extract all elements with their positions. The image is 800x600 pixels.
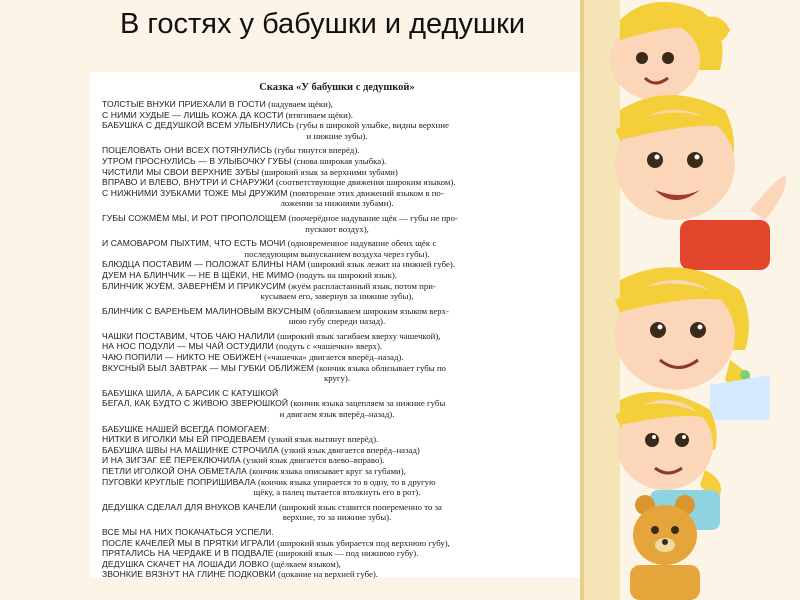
exercise-note: кусываем его, завернув за нижние зубы), bbox=[260, 291, 414, 302]
exercise-note: кругу). bbox=[323, 373, 351, 384]
verse-text: С НИМИ ХУДЫЕ — ЛИШЬ КОЖА ДА КОСТИ bbox=[102, 109, 284, 120]
verse-text: ЗВОНКИЕ ВЯЗНУТ НА ГЛИНЕ ПОДКОВКИ bbox=[102, 569, 276, 580]
exercise-note: (узкий язык двигается вперёд–назад) bbox=[278, 444, 420, 455]
exercise-note: (кончик языка облизывает губы по bbox=[314, 362, 446, 373]
document-line bbox=[102, 238, 572, 249]
document-line bbox=[102, 487, 572, 498]
exercise-note: (цокание на верхней губе). bbox=[275, 569, 379, 580]
verse-text: БЛИНЧИК С ВАРЕНЬЕМ МАЛИНОВЫМ ВКУСНЫМ bbox=[102, 305, 312, 316]
exercise-note: (втягиваем щёки). bbox=[283, 109, 353, 120]
kid-top bbox=[610, 2, 730, 100]
verse-text: БАБУШКА ШИЛА, А БАРСИК С КАТУШКОЙ bbox=[102, 387, 279, 398]
document-line bbox=[102, 352, 572, 363]
document-line bbox=[102, 120, 572, 131]
verse-text: ДЕДУШКА СКАЧЕТ НА ЛОШАДИ ЛОВКО bbox=[102, 558, 269, 569]
document-line bbox=[102, 569, 572, 580]
document-line bbox=[102, 213, 572, 224]
document-line bbox=[102, 466, 572, 477]
exercise-note: (одновременное надувание обеих щёк с bbox=[285, 238, 437, 249]
document-line bbox=[102, 331, 572, 342]
document-line bbox=[102, 388, 572, 399]
document-line bbox=[102, 306, 572, 317]
exercise-note: нюю губу спереди назад). bbox=[288, 316, 386, 327]
kid-second bbox=[615, 95, 786, 270]
document-line bbox=[102, 198, 572, 209]
slide-title: В гостях у бабушки и дедушки bbox=[120, 8, 526, 40]
document-line bbox=[102, 281, 572, 292]
exercise-note: последующим выпусканием воздуха через губы). bbox=[244, 248, 430, 259]
exercise-note: (надуваем щёки), bbox=[265, 99, 333, 109]
document-line bbox=[102, 512, 572, 523]
exercise-note: (широкий язык загибаем кверху чашечкой), bbox=[274, 330, 441, 341]
exercise-note: (снова широкая улыбка). bbox=[291, 155, 387, 166]
verse-text: С НИЖНИМИ ЗУБКАМИ ТОЖЕ МЫ ДРУЖИМ bbox=[102, 187, 288, 198]
verse-text: ВПРАВО И ВЛЕВО, ВНУТРИ И СНАРУЖИ bbox=[102, 177, 274, 188]
document-line bbox=[102, 99, 572, 110]
exercise-note: (подуть на широкий язык). bbox=[294, 269, 397, 280]
document-line bbox=[102, 455, 572, 466]
document-line bbox=[102, 249, 572, 260]
document-line bbox=[102, 270, 572, 281]
verse-text: БЛИНЧИК ЖУЁМ, ЗАВЕРНЁМ И ПРИКУСИМ bbox=[102, 280, 286, 291]
verse-text: И НА ЗИГЗАГ ЕЁ ПЕРЕКЛЮЧИЛА bbox=[102, 455, 241, 466]
verse-text: ДУЕМ НА БЛИНЧИК — НЕ В ЩЁКИ, НЕ МИМО bbox=[102, 269, 295, 280]
document-body bbox=[102, 78, 572, 580]
exercise-note: и двигаем язык вперёд–назад). bbox=[279, 409, 395, 420]
verse-text: ТОЛСТЫЕ ВНУКИ ПРИЕХАЛИ В ГОСТИ bbox=[102, 99, 266, 109]
document-lines bbox=[102, 99, 572, 580]
exercise-note: (жуём распластанный язык, потом при- bbox=[285, 280, 436, 291]
verse-text: ГУБЫ СОЖМЁМ МЫ, И РОТ ПРОПОЛОЩЕМ bbox=[102, 212, 287, 223]
verse-text: НИТКИ В ИГОЛКИ МЫ ЕЙ ПРОДЕВАЕМ bbox=[102, 434, 266, 445]
kids-illustration bbox=[560, 0, 800, 600]
exercise-note: (узкий язык вытянут вперёд). bbox=[265, 434, 379, 445]
verse-text: ВСЕ МЫ НА НИХ ПОКАЧАТЬСЯ УСПЕЛИ. bbox=[102, 526, 274, 537]
exercise-note: (кончик языка упирается то в одну, то в другую bbox=[255, 476, 436, 487]
verse-text: ЧАШКИ ПОСТАВИМ, ЧТОБ ЧАЮ НАЛИЛИ bbox=[102, 330, 275, 341]
document-line bbox=[102, 131, 572, 142]
document-line bbox=[102, 110, 572, 121]
exercise-note: (облизываем широким языком верх- bbox=[311, 305, 449, 316]
exercise-note: щёку, а палец пытается втолкнуть его в рот). bbox=[253, 487, 421, 498]
exercise-note: (поочерёдное надувание щёк — губы не про- bbox=[286, 212, 458, 223]
exercise-note: (кончик языка описывает круг за губами), bbox=[247, 466, 406, 476]
exercise-note: (губы тянутся вперёд). bbox=[272, 145, 360, 156]
verse-text: ПОЦЕЛОВАТЬ ОНИ ВСЕХ ПОТЯНУЛИСЬ bbox=[102, 145, 273, 156]
verse-text: ПРЯТАЛИСЬ НА ЧЕРДАКЕ И В ПОДВАЛЕ bbox=[102, 548, 274, 559]
shirt bbox=[680, 220, 770, 270]
document-scan bbox=[90, 72, 581, 578]
document-line bbox=[102, 316, 572, 327]
verse-text: БАБУШКА ШВЫ НА МАШИНКЕ СТРОЧИЛА bbox=[102, 444, 279, 455]
teddy-bear bbox=[630, 495, 700, 600]
verse-text: БАБУШКА С ДЕДУШКОЙ ВСЕМ УЛЫБНУЛИСЬ bbox=[102, 120, 295, 131]
exercise-note: ложении за нижними зубами). bbox=[280, 198, 394, 209]
exercise-note: (повторение этих движений языком в по- bbox=[287, 187, 444, 198]
verse-text: НА НОС ПОДУЛИ — МЫ ЧАЙ ОСТУДИЛИ bbox=[102, 341, 274, 352]
document-line bbox=[102, 224, 572, 235]
exercise-note: (подуть с «чашечки» вверх). bbox=[273, 341, 383, 352]
exercise-note: (кончик языка зацепляем за нижние губы bbox=[288, 398, 446, 409]
document-line bbox=[102, 188, 572, 199]
document-line bbox=[102, 363, 572, 374]
document-line bbox=[102, 424, 572, 435]
exercise-note: (широкий язык убирается под верхнюю губу), bbox=[274, 537, 450, 548]
document-line bbox=[102, 167, 572, 178]
document-line bbox=[102, 559, 572, 570]
document-line bbox=[102, 177, 572, 188]
verse-text: БЕГАЛ, КАК БУДТО С ЖИВОЮ ЗВЕРЮШКОЙ bbox=[102, 398, 289, 409]
verse-text: БЛЮДЦА ПОСТАВИМ — ПОЛОЖАТ БЛИНЫ НАМ bbox=[102, 259, 306, 270]
verse-text: ПУГОВКИ КРУГЛЫЕ ПОПРИШИВАЛА bbox=[102, 476, 256, 487]
document-line bbox=[102, 156, 572, 167]
document-line bbox=[102, 291, 572, 302]
verse-text: УТРОМ ПРОСНУЛИСЬ — В УЛЫБОЧКУ ГУБЫ bbox=[102, 155, 292, 166]
document-line bbox=[102, 477, 572, 488]
document-line bbox=[102, 373, 572, 384]
exercise-note: (губы в широкой улыбке, видны верхние bbox=[294, 120, 449, 131]
document-line bbox=[102, 445, 572, 456]
verse-text: ВКУСНЫЙ БЫЛ ЗАВТРАК — МЫ ГУБКИ ОБЛИЖЕМ bbox=[102, 362, 314, 373]
exercise-note: (широкий язык за верхними зубами) bbox=[259, 166, 398, 177]
exercise-note: пускают воздух), bbox=[305, 223, 369, 234]
exercise-note: и нижние зубы). bbox=[306, 130, 368, 141]
exercise-note: верхние, то за нижние зубы). bbox=[282, 512, 392, 523]
verse-text: ЧАЮ ПОПИЛИ — НИКТО НЕ ОБИЖЕН bbox=[102, 352, 262, 363]
exercise-note: (соответствующие движения широким языком). bbox=[273, 177, 456, 188]
verse-text: ПЕТЛИ ИГОЛКОЙ ОНА ОБМЕТАЛА bbox=[102, 466, 247, 476]
verse-text: ДЕДУШКА СДЕЛАЛ ДЛЯ ВНУКОВ КАЧЕЛИ bbox=[102, 501, 277, 512]
document-line bbox=[102, 538, 572, 549]
document-line bbox=[102, 548, 572, 559]
document-line bbox=[102, 145, 572, 156]
document-line bbox=[102, 398, 572, 409]
exercise-note: («чашечка» двигается вперёд–назад). bbox=[261, 352, 404, 363]
document-title: Сказка «У бабушки с дедушкой» bbox=[259, 82, 415, 93]
document-line bbox=[102, 527, 572, 538]
board-edge bbox=[580, 0, 620, 600]
document-line bbox=[102, 341, 572, 352]
document-line bbox=[102, 502, 572, 513]
exercise-note: (широкий язык — под нижнюю губу). bbox=[273, 548, 419, 559]
waving-hand bbox=[750, 175, 786, 220]
verse-text: ПОСЛЕ КАЧЕЛЕЙ МЫ В ПРЯТКИ ИГРАЛИ bbox=[102, 537, 275, 548]
document-line bbox=[102, 434, 572, 445]
verse-text: ЧИСТИЛИ МЫ СВОИ ВЕРХНИЕ ЗУБЫ bbox=[102, 166, 260, 177]
verse-text: БАБУШКЕ НАШЕЙ ВСЕГДА ПОМОГАЕМ: bbox=[102, 423, 270, 434]
verse-text: И САМОВАРОМ ПЫХТИМ, ЧТО ЕСТЬ МОЧИ bbox=[102, 238, 286, 249]
exercise-note: (широкий язык лежит на нижней губе). bbox=[305, 259, 456, 270]
exercise-note: (широкий язык ставится попеременно то за bbox=[276, 501, 442, 512]
document-line bbox=[102, 409, 572, 420]
exercise-note: (узкий язык двигается влево–вправо). bbox=[240, 455, 385, 466]
document-line bbox=[102, 259, 572, 270]
exercise-note: (щёлкаем языком), bbox=[268, 558, 341, 569]
